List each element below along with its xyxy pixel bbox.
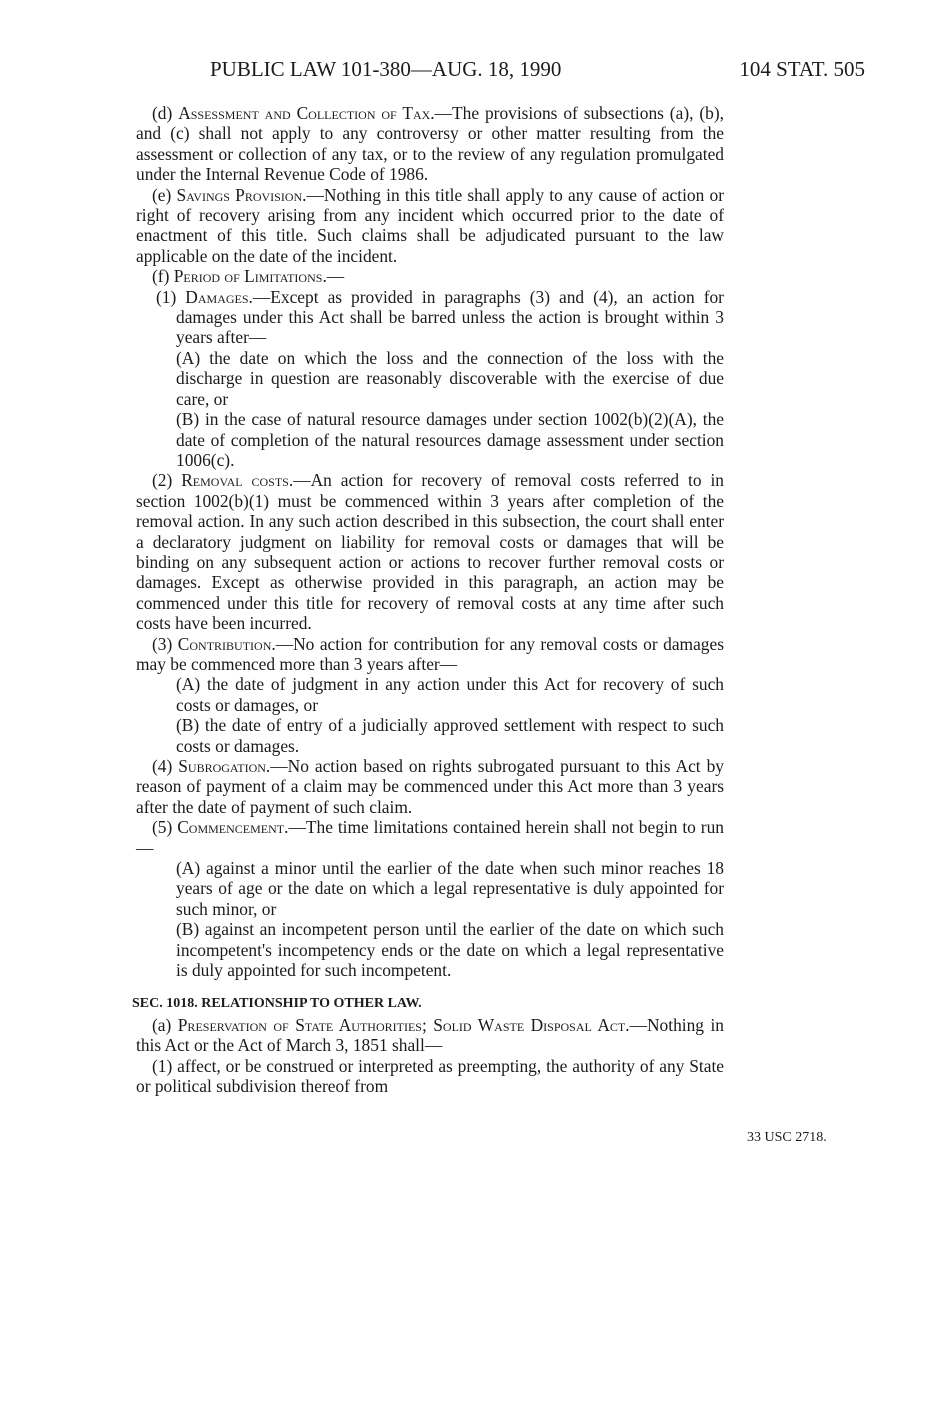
subparagraph-f5-A: (A) against a minor until the earlier of the date when such minor reaches 18 years of age or the date on which a legal representative is duly appointed for such minor, or [176,858,724,919]
page-header [170,57,865,87]
subparagraph-f3-B: (B) the date of entry of a judicially approved settlement with respect to such costs or damages. [176,715,724,756]
subsection-e: (e) Savings Provision.—Nothing in this title shall apply to any cause of action or right of recovery arising from any incident which occurred prior to the date of enactment of this title. Such claims shall be adjudicated pursuant to the law applicable on the date of the incident. [136,184,724,266]
section-1018-a-1: (1) affect, or be construed or interpreted as preempting, the authority of any State or political subdivision thereof from [136,1055,724,1097]
paragraph-f2-heading: Removal costs [181,470,289,491]
subsection-d: (d) Assessment and Collection of Tax.—The provisions of subsections (a), (b), and (c) shall not apply to any controversy or other matter resulting from the assessment or collection of any tax, or to the review of any regulation promulgated under the Internal Revenue Code of 1986. [136,103,724,185]
subsection-d-heading: Assessment and Collection of Tax [178,103,431,123]
paragraph-f4-heading: Subrogation [178,756,266,776]
margin-note-usc: 33 USC 2718. [747,1130,827,1145]
paragraph-f1: (1) Damages.—Except as provided in paragraphs (3) and (4), an action for damages under this Act shall be barred unless the action is brought within 3 years after— [156,286,724,348]
subparagraph-f1-A: (A) the date on which the loss and the connection of the loss with the discharge in question are reasonably discoverable with the exercise of due care, or [176,347,724,409]
subsection-e-heading: Savings Provision [176,184,303,205]
paragraph-f2: (2) Removal costs.—An action for recovery of removal costs referred to in section 1002(b)(1) must be commenced within 3 years after completion of the removal action. In any such action described in this subsection, the court shall enter a declaratory judgment on liability for removal costs or damages that will be binding on any subsequent action or actions to recover further removal costs or damages. Except as otherwise provided in this paragraph, an action may be commenced under this title for recovery of removal costs at any time after such costs have been incurred. [136,470,724,634]
subsection-f-heading: Period of Limitations [173,266,323,287]
paragraph-f5-heading: Commencement [177,817,285,838]
document-body [132,103,724,1097]
subparagraph-f5-B: (B) against an incompetent person until the earlier of the date on which such incompetent's incompetency ends or the date on which a legal representative is duly appointed for such incompetent. [176,919,724,981]
paragraph-f3: (3) Contribution.—No action for contribution for any removal costs or damages may be commenced more than 3 years after— [136,633,724,674]
section-1018-a: (a) Preservation of State Authorities; Solid Waste Disposal Act.—Nothing in this Act or the Act of March 3, 1851 shall— [136,1014,724,1056]
paragraph-f5: (5) Commencement.—The time limitations contained herein shall not begin to run— [136,817,724,858]
section-1018-a-heading: Preservation of State Authorities; Solid Waste Disposal Act [177,1014,626,1035]
subsection-f: (f) Period of Limitations.— [152,266,345,287]
paragraph-f3-heading: Contribution [177,633,272,654]
paragraph-f4: (4) Subrogation.—No action based on rights subrogated pursuant to this Act by reason of payment of a claim may be commenced under this Act more than 3 years after the date of payment of such claim. [136,756,724,817]
section-1018-heading: SEC. 1018. RELATIONSHIP TO OTHER LAW. [132,996,422,1012]
subparagraph-f3-A: (A) the date of judgment in any action under this Act for recovery of such costs or damages, or [176,674,724,715]
header-stat-page: 104 STAT. 505 [739,57,865,81]
paragraph-f1-heading: Damages [185,286,249,307]
subparagraph-f1-B: (B) in the case of natural resource damages under section 1002(b)(2)(A), the date of completion of the natural resources damage assessment under section 1006(c). [176,409,724,470]
header-law-citation: PUBLIC LAW 101-380—AUG. 18, 1990 [210,57,562,81]
